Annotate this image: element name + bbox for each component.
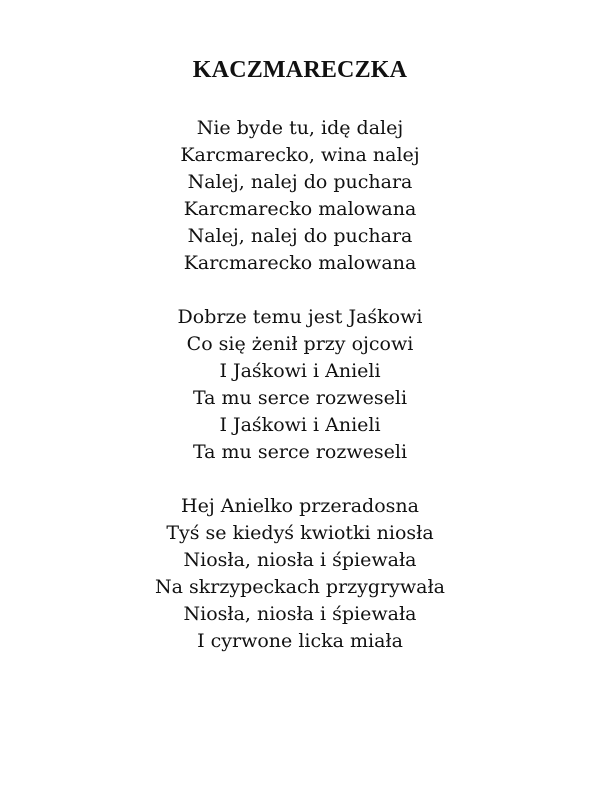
verse-line: Tyś se kiedyś kwiotki niosła (166, 522, 434, 544)
verse-line: Karcmarecko malowana (183, 198, 417, 220)
song-title: KACZMARECZKA (192, 57, 408, 83)
verse-line: Niosła, niosła i śpiewała (183, 603, 417, 625)
verse-line: Ta mu serce rozweseli (192, 387, 408, 409)
verse-line: Co się żenił przy ojcowi (186, 333, 414, 355)
verse-line: Ta mu serce rozweseli (192, 441, 408, 463)
stanza-3 (0, 493, 600, 655)
verse-line: Nalej, nalej do puchara (187, 225, 413, 247)
verse-line: I Jaśkowi i Anieli (219, 414, 381, 436)
verse-line: Na skrzypeckach przygrywała (155, 576, 445, 598)
verse-line: Nie byde tu, idę dalej (196, 117, 404, 139)
verse-line: Hej Anielko przeradosna (181, 495, 419, 517)
stanza-1 (0, 115, 600, 277)
verse-line: Karcmarecko malowana (183, 252, 417, 274)
verse-line: Dobrze temu jest Jaśkowi (177, 306, 423, 328)
verse-line: Karcmarecko, wina nalej (180, 144, 420, 166)
verse-line: Nalej, nalej do puchara (187, 171, 413, 193)
verse-line: Niosła, niosła i śpiewała (183, 549, 417, 571)
stanza-2 (0, 304, 600, 466)
verse-line: I cyrwone licka miała (197, 630, 403, 652)
verse-line: I Jaśkowi i Anieli (219, 360, 381, 382)
